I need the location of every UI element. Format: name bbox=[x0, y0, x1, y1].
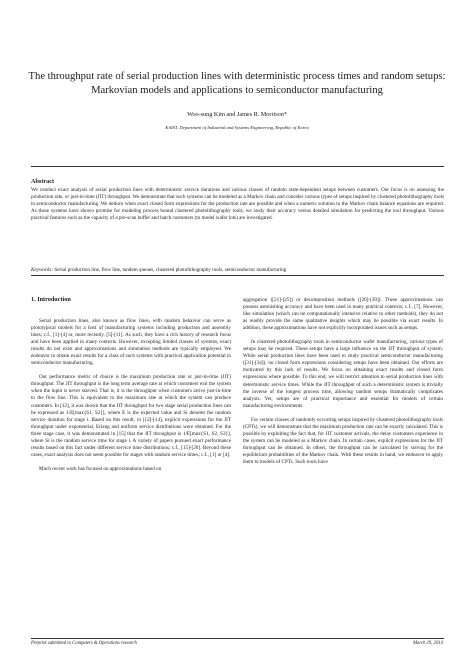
keywords-label: Keywords: bbox=[31, 267, 54, 273]
footer-preprint-note: Preprint submitted to Computers & Operations research bbox=[31, 641, 137, 646]
body-paragraph: Much recent work has focused on approximations based on bbox=[39, 465, 162, 472]
abstract-text: We conduct exact analysis of serial production lines with deterministic service durations and various classes of random state-dependent setups between customers. Our focus is on assessing the production rate, or just-in-time (JIT) throughput. We demonstrate that such systems can be modeled as a Markov chain and consider various types of setups inspired by clustered photolithography tools in semiconductor manufacturing. We deduce when exact closed form expressions for the production rate are possible and when a numeric solution to the Markov chain balance equations are required. As these systems have shown promise for modeling process bound clustered photolithography tools, we study their accuracy versus detailed simulation for predicting the tool throughput. Various practical features such as the capacity of a pre-scan buffer and batch customers (to model wafer lots) are investigated. bbox=[31, 187, 444, 222]
keywords-line bbox=[31, 267, 444, 274]
footer-date: March 29, 2014 bbox=[413, 641, 443, 646]
section-heading-introduction: 1. Introduction bbox=[31, 296, 71, 303]
body-paragraph: For certain classes of randomly occurring setups inspired by clustered photolithography tools (CPTs), we will demonstrate that the maximum production rate can be exactly calculated. This is possible by exploiting the fact that, for JIT customer arrivals, the delay customers experience in the system can be modeled as a Markov chain. In certain cases, explicit expressions for the JIT throughput can be obtained. In others, the throughput can be calculated by solving for the equilibrium probabilities of the Markov chain. With these results in hand, we endeavor to apply them to models of CPTs. Such tools have bbox=[243, 416, 443, 465]
paper-authors: Woo-sung Kim and James R. Morrison* bbox=[187, 111, 287, 118]
abstract-bottom-rule bbox=[31, 275, 444, 276]
keywords-text: Serial production line, flow line, tandem queues, clustered photolithography tools, semiconductor manufacturing bbox=[54, 267, 287, 273]
body-paragraph: aggregation ([21]-[25]) or decomposition methods ([26]-[30]). These approximations can possess astonishing accuracy and have been used in many practical contexts; c.f., [7]. However, like simulation (which can be computationally intensive relative to other methods), they do not as readily provide the same qualitative insights which may be possible via exact results. In addition, these approximations have not explicitly incorporated issues such as setups. bbox=[243, 297, 443, 332]
abstract-heading: Abstract bbox=[31, 178, 55, 185]
right-column bbox=[243, 297, 443, 473]
left-column bbox=[31, 290, 231, 480]
body-paragraph: Serial production lines, also known as flow lines, with random behavior can serve as prototypical models for a host of manufacturing systems including production and assembly lines; c.f., [1]-[4] or, more recently, [5]-[11]. As such, they have a rich history of research focus and have been applied in many contexts. However, excepting limited classes of systems, exact results do not exist and approximations and simulation methods are typically employed. We endeavor to obtain exact results for a class of such systems with practical application potential in semiconductor manufacturing. bbox=[31, 318, 231, 367]
paper-title: The throughput rate of serial production lines with deterministic process times and random setups: Markovian models and applications to semiconductor manufacturing bbox=[28, 71, 446, 96]
paper-affiliation: KAIST, Department of Industrial and Systems Engineering, Republic of Korea bbox=[165, 125, 309, 130]
body-paragraph: In clustered photolithography tools in semiconductor wafer manufacturing, various types of setups may be required. These setups have a large influence on the JIT throughput of system. While serial production lines have been used to study practical semiconductor manufacturing ([31]-[34]), no closed form expressions considering setups have been obtained. Our efforts are motivated by this lack of results. We focus on obtaining exact results and closed form expressions where possible. To this end, we will restrict attention to serial production lines with deterministic service times. While the JIT throughput of such a deterministic system is trivially the inverse of the longest process time, allowing random setups dramatically complicates analysis. Yet, setups are of practical importance and essential for models of certain manufacturing environments. bbox=[243, 339, 443, 409]
footer-rule bbox=[31, 638, 444, 639]
abstract-top-rule bbox=[31, 166, 444, 167]
body-paragraph: Our performance metric of choice is the maximum production rate or just-in-time (JIT) throughput. The JIT throughput is the long term average rate at which customers exit the system when the input is never starved. That is, it is the throughput when customers arrive just-in-time to the flow line. This is equivalent to the maximum rate at which the system can produce customers. In [12], it was shown that the JIT throughput for two stage serial production lines can be expressed as 1/E[max{S1, S2}], where E is the expected value and Si denotes the random service duration for stage i. Based on this result, in [12]-[14], explicit expressions for the JIT throughput under exponential, Erlang and uniform service distributions were obtained. For the three stage case, it was demonstrated in [15] that the JIT throughput is 1/E[max{S1, S2, S3}], where Si is the random service time for stage i. A variety of papers pursued exact performance results based on this fact under different service time distributions; c.f., [15]-[20]. Beyond these cases, exact analysis does not seem possible for stages with random service times; c.f., [1] or [4]. bbox=[31, 374, 231, 458]
